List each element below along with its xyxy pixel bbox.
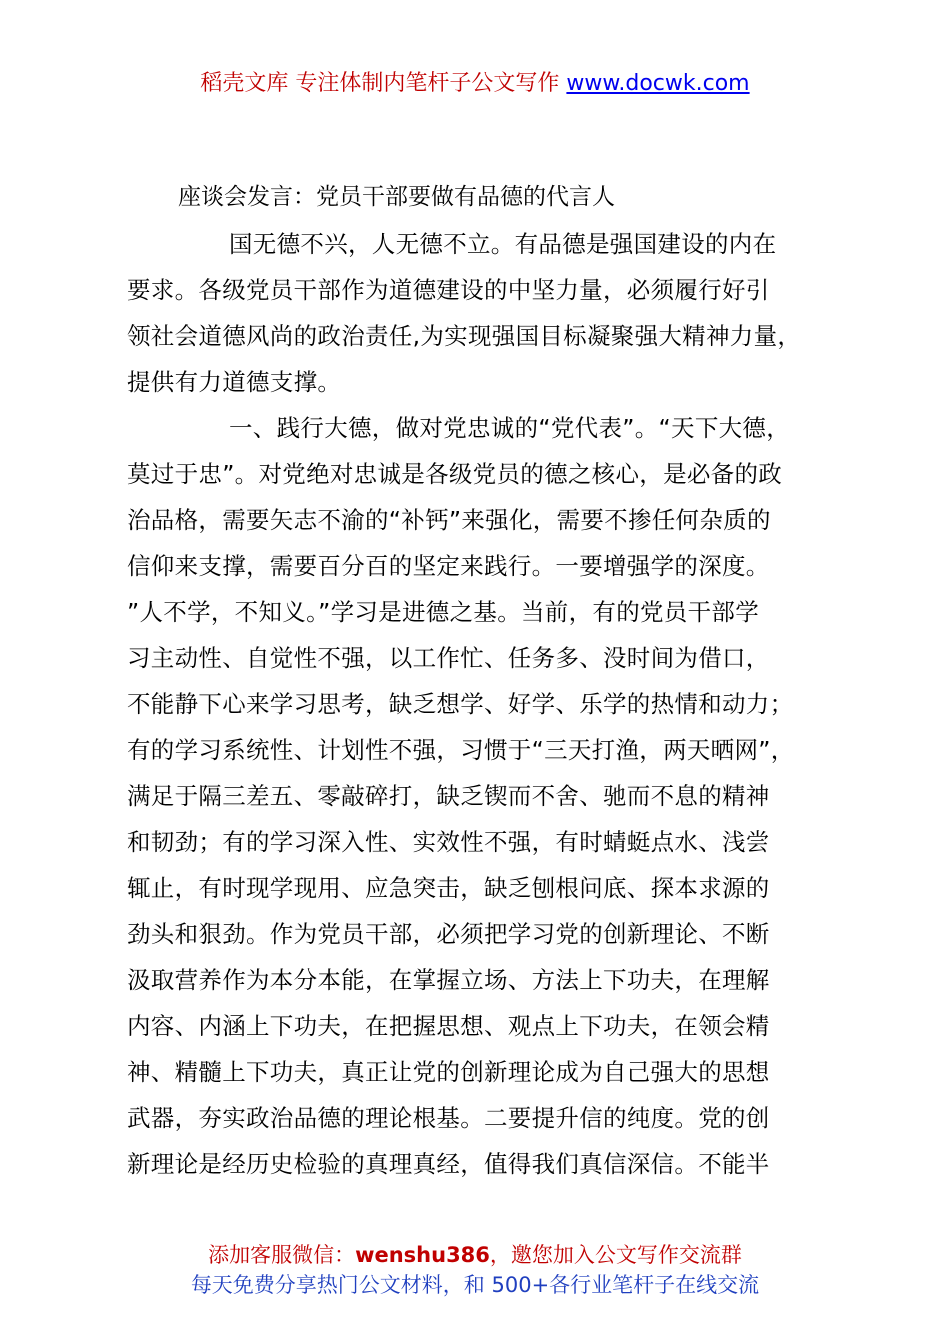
- header-link[interactable]: www.docwk.com: [566, 71, 750, 96]
- paragraph-line: 满足于隔三差五、零敲碎打，缺乏锲而不舍、驰而不息的精神: [127, 782, 770, 810]
- wechat-id: wenshu386: [355, 1243, 490, 1267]
- paragraph-line: 习主动性、自觉性不强，以工作忙、任务多、没时间为借口，: [127, 644, 770, 672]
- paragraph-line: 提供有力道德支撑。: [127, 368, 342, 396]
- paragraph-line: 莫过于忠”。对党绝对忠诚是各级党员的德之核心，是必备的政: [127, 460, 783, 488]
- paragraph-line: 有的学习系统性、计划性不强，习惯于“三天打渔，两天晒网”，: [127, 736, 795, 764]
- paragraph-line: 领社会道德风尚的政治责任,为实现强国目标凝聚强大精神力量，: [127, 322, 802, 350]
- paragraph-line: 一、践行大德，做对党忠诚的“党代表”。“天下大德，: [229, 414, 791, 442]
- watermark-footer: [0, 1240, 950, 1300]
- paragraph-line: 辄止，有时现学现用、应急突击，缺乏刨根问底、探本求源的: [127, 874, 770, 902]
- footer-suffix: ，邀您加入公文写作交流群: [489, 1243, 742, 1267]
- paragraph-line: ”人不学，不知义。”学习是进德之基。当前，有的党员干部学: [127, 598, 759, 626]
- footer-line-2: 每天免费分享热门公文材料，和 500+各行业笔杆子在线交流: [190, 1273, 760, 1297]
- paragraph-line: 劲头和狠劲。作为党员干部，必须把学习党的创新理论、不断: [127, 920, 770, 948]
- paragraph-line: 治品格，需要矢志不渝的“补钙”来强化，需要不掺任何杂质的: [127, 506, 771, 534]
- paragraph-line: 武器，夯实政治品德的理论根基。二要提升信的纯度。党的创: [127, 1104, 770, 1132]
- document-title: 座谈会发言：党员干部要做有品德的代言人: [178, 184, 615, 210]
- paragraph-line: 内容、内涵上下功夫，在把握思想、观点上下功夫，在领会精: [127, 1012, 770, 1040]
- footer-prefix: 添加客服微信：: [208, 1243, 356, 1267]
- paragraph-line: 信仰来支撑，需要百分百的坚定来践行。一要增强学的深度。: [127, 552, 770, 580]
- watermark-header: [0, 68, 950, 100]
- document-body: [127, 224, 847, 1190]
- paragraph-line: 要求。各级党员干部作为道德建设的中坚力量，必须履行好引: [127, 276, 770, 304]
- paragraph-line: 不能静下心来学习思考，缺乏想学、好学、乐学的热情和动力；: [127, 690, 794, 718]
- paragraph-line: 神、精髓上下功夫，真正让党的创新理论成为自己强大的思想: [127, 1058, 770, 1086]
- paragraph-line: 和韧劲；有的学习深入性、实效性不强，有时蜻蜓点水、浅尝: [127, 828, 770, 856]
- header-text: 稻壳文库 专注体制内笔杆子公文写作: [200, 71, 567, 96]
- footer-line-1: [0, 1240, 950, 1270]
- paragraph-line: 汲取营养作为本分本能，在掌握立场、方法上下功夫，在理解: [127, 966, 770, 994]
- paragraph-line: 新理论是经历史检验的真理真经，值得我们真信深信。不能半: [127, 1150, 770, 1178]
- paragraph-line: 国无德不兴，人无德不立。有品德是强国建设的内在: [229, 230, 777, 258]
